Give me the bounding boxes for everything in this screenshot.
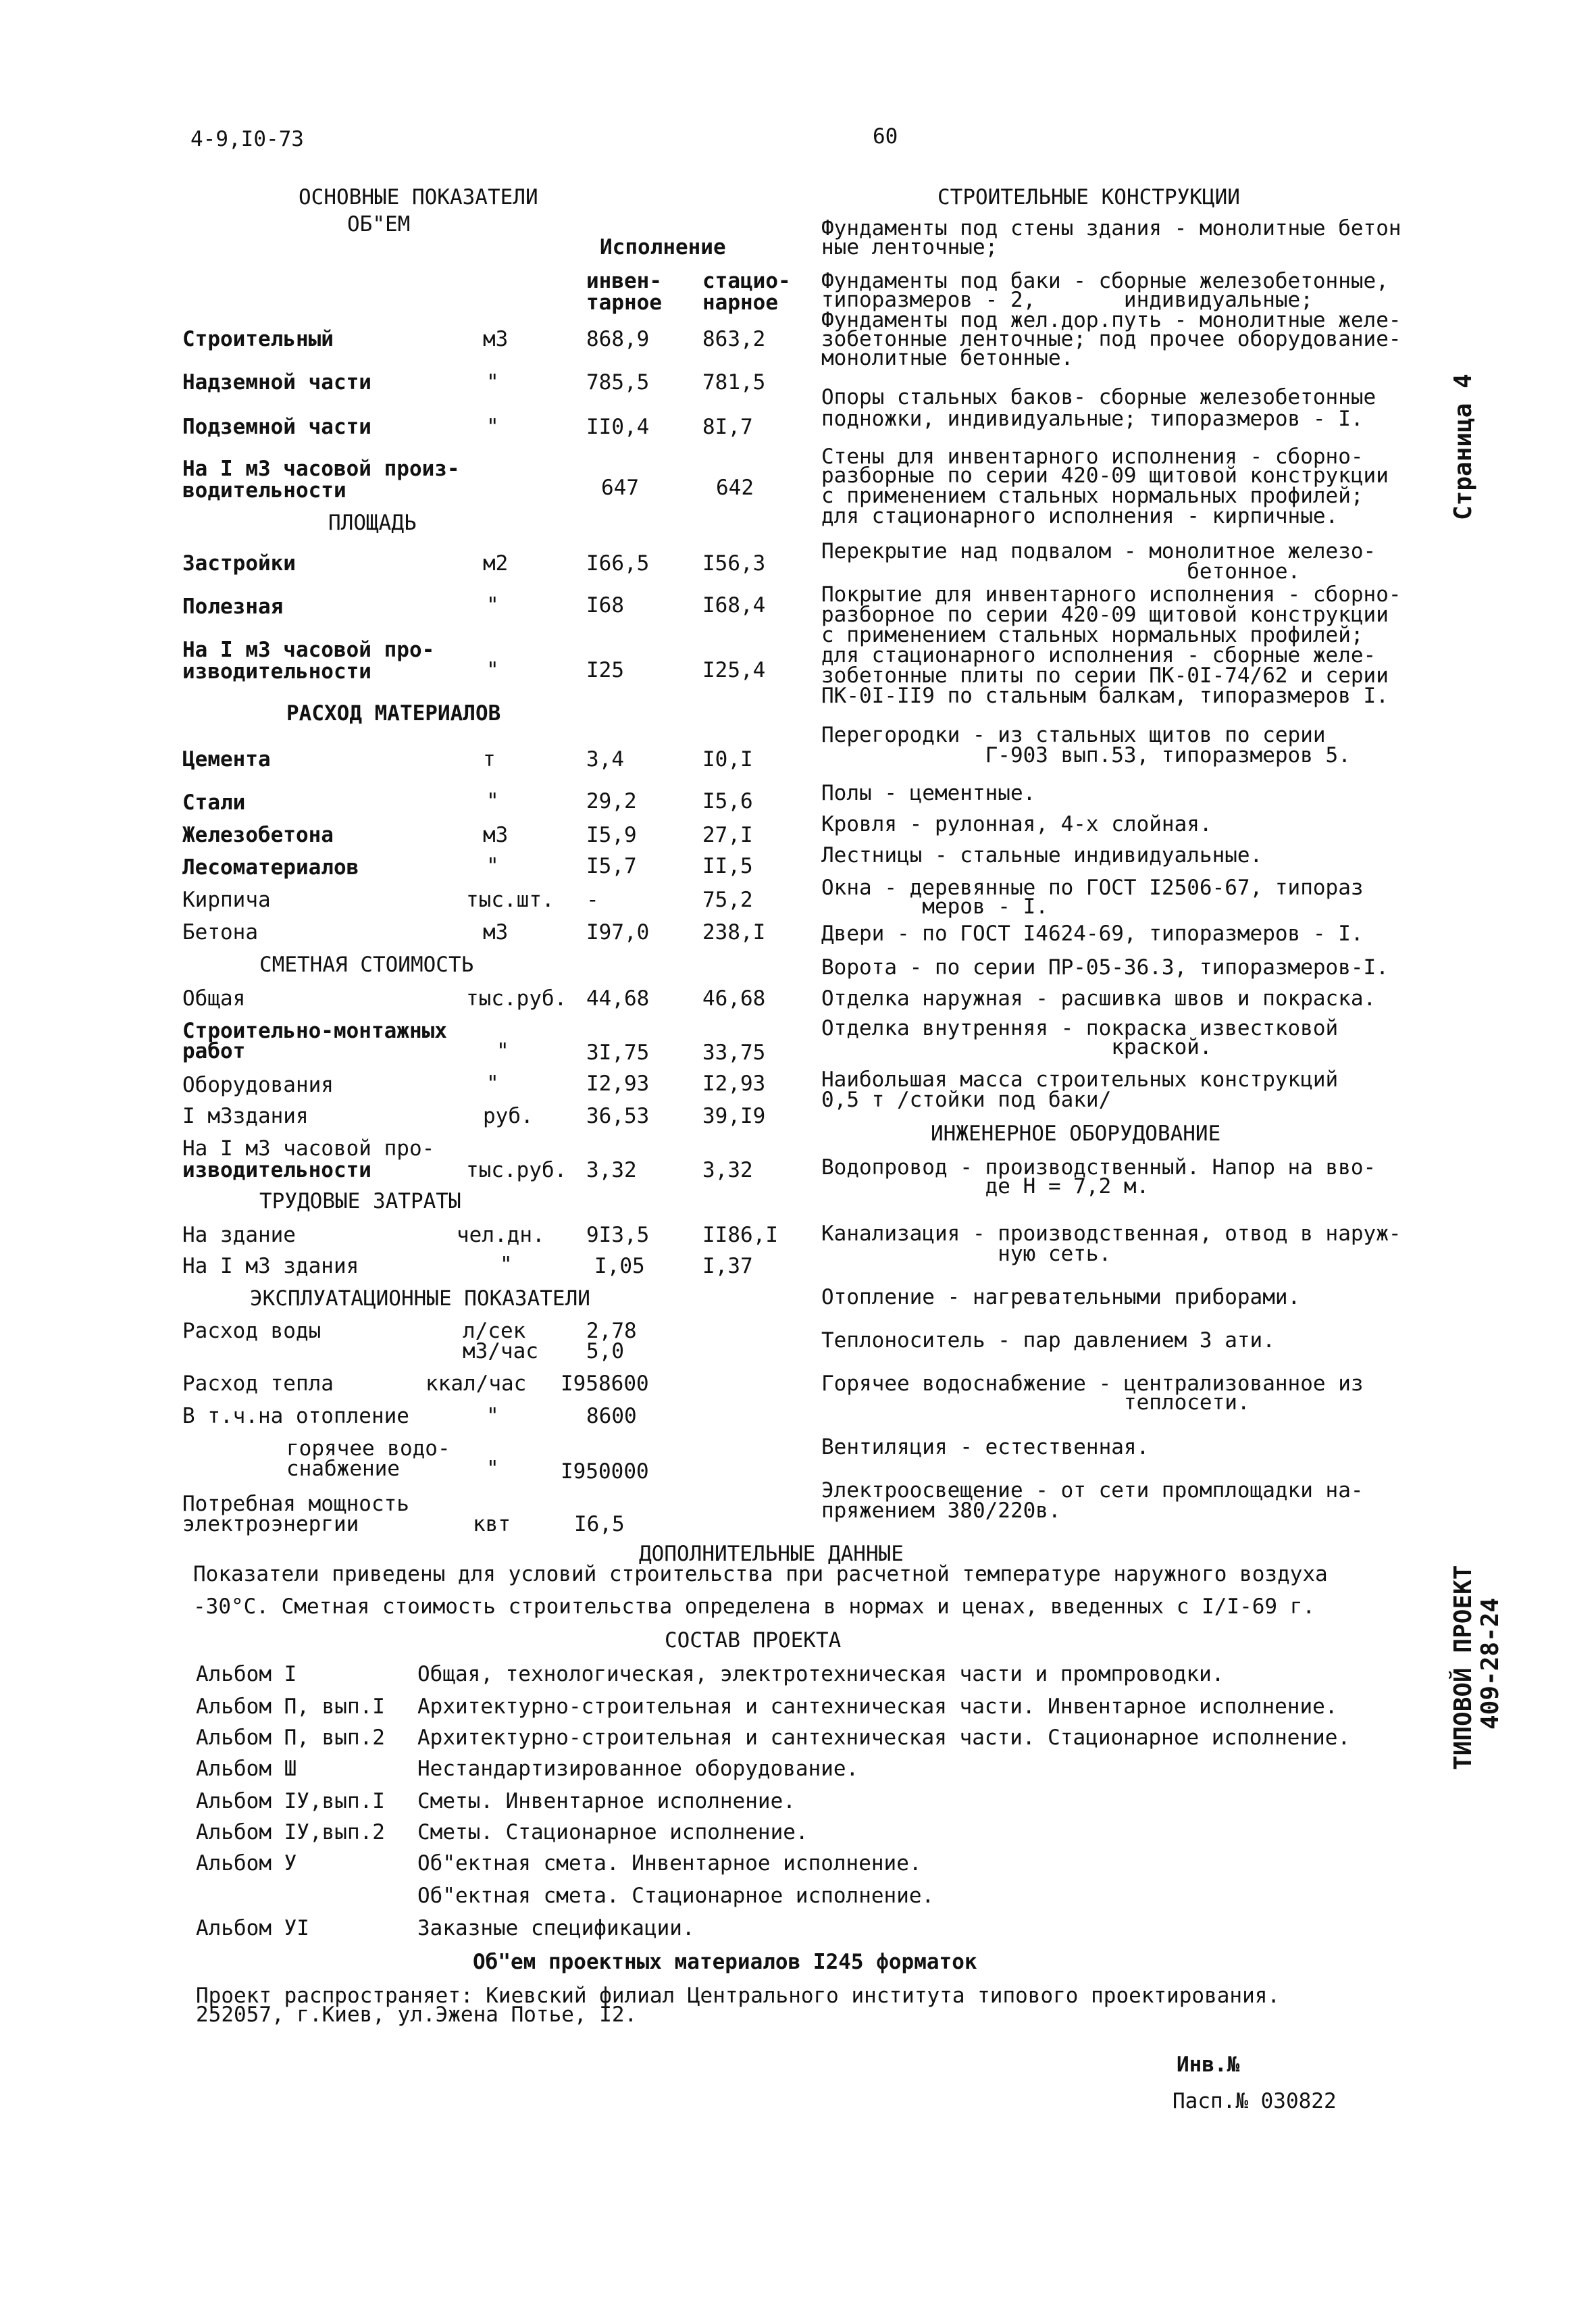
col-inventory-2: тарное: [586, 291, 662, 315]
main-indicators-title: ОСНОВНЫЕ ПОКАЗАТЕЛИ: [299, 185, 538, 209]
constructions-title: СТРОИТЕЛЬНЫЕ КОНСТРУКЦИИ: [937, 185, 1240, 209]
album-description: Сметы. Инвентарное исполнение.: [417, 1789, 796, 1813]
row-label: Бетона: [182, 920, 258, 945]
text-line: Окна - деревянные по ГОСТ I2506-67, типораз: [821, 876, 1364, 900]
row-unit: ": [496, 1039, 509, 1063]
album-label: Альбом УI: [196, 1916, 309, 1940]
row-unit: м2: [483, 551, 509, 576]
text-line: Ворота - по серии ПР-05-36.3, типоразмеров-I.: [821, 955, 1389, 980]
area-title: ПЛОЩАДЬ: [328, 511, 417, 535]
row-label: электроэнергии: [182, 1512, 359, 1536]
row-unit: ": [486, 789, 499, 813]
row-label: Надземной части: [182, 370, 371, 395]
text-line: для стационарного исполнения - кирпичные.: [821, 504, 1339, 528]
row-value-stationary: I0,I: [702, 747, 753, 772]
text-line: Полы - цементные.: [821, 781, 1036, 805]
text-line: 0,5 т /стойки под баки/: [821, 1088, 1112, 1112]
row-label: Подземной части: [182, 415, 371, 439]
row-value-stationary: I2,93: [702, 1072, 766, 1096]
row-value-inventory: 3,32: [586, 1158, 637, 1182]
row-value-inventory: 3,4: [586, 747, 624, 772]
row-unit: м3: [483, 327, 509, 351]
text-line: Г-903 вып.53, типоразмеров 5.: [821, 743, 1351, 768]
composition-title: СОСТАВ ПРОЕКТА: [665, 1628, 842, 1653]
row-value-inventory: 36,53: [586, 1104, 650, 1128]
row-value-stationary: I68,4: [702, 593, 766, 618]
text-line: зобетонные ленточные; под прочее оборудование-: [821, 327, 1401, 351]
row-value-stationary: 8I,7: [702, 415, 753, 439]
row-value-inventory: 3I,75: [586, 1040, 650, 1065]
album-label: Альбом П, вып.I: [196, 1694, 385, 1719]
text-line: монолитные бетонные.: [821, 346, 1074, 370]
side-project-line1: ТИПОВОЙ ПРОЕКТ: [1449, 1565, 1477, 1770]
row-label: Оборудования: [182, 1073, 334, 1097]
row-label: изводительности: [182, 659, 371, 684]
row-value-stationary: II,5: [702, 854, 753, 878]
row-value-inventory: 647: [601, 476, 639, 500]
text-line: Наибольшая масса строительных конструкций: [821, 1067, 1339, 1092]
row-value-inventory: I68: [586, 593, 624, 618]
cost-title: СМЕТНАЯ СТОИМОСТЬ: [259, 953, 474, 977]
row-unit: т: [483, 747, 496, 772]
row-value-stationary: I25,4: [702, 658, 766, 682]
row-label: I м3здания: [182, 1104, 309, 1128]
row-label: изводительности: [182, 1158, 371, 1182]
row-value: 5,0: [586, 1339, 624, 1363]
row-value-inventory: 29,2: [586, 789, 637, 813]
row-value-inventory: 9I3,5: [586, 1223, 650, 1247]
text-line: Перекрытие над подвалом - монолитное железо-: [821, 539, 1376, 563]
page-number: 60: [873, 124, 898, 149]
row-value-stationary: 781,5: [702, 370, 766, 395]
album-description: Общая, технологическая, электротехническая части и промпроводки.: [417, 1662, 1225, 1686]
row-value: 2,78: [586, 1319, 637, 1343]
row-label: работ: [182, 1039, 246, 1063]
text-line: бетонное.: [821, 559, 1301, 584]
row-unit: м3: [483, 920, 509, 945]
album-label: Альбом I: [196, 1662, 297, 1686]
row-unit: тыс.руб.: [466, 1158, 567, 1182]
row-value-stationary: 238,I: [702, 920, 766, 945]
row-value-stationary: I56,3: [702, 551, 766, 576]
text-line: подножки, индивидуальные; типоразмеров - I.: [821, 407, 1364, 431]
row-label: На I м3 часовой произ-: [182, 457, 460, 481]
row-unit: ": [500, 1253, 513, 1277]
text-line: разборные по серии 420-09 щитовой конструкции: [821, 463, 1389, 488]
row-value-inventory: 785,5: [586, 370, 650, 395]
row-unit: квт: [473, 1512, 511, 1536]
row-value-inventory: 868,9: [586, 327, 650, 351]
row-value-inventory: I5,9: [586, 823, 637, 847]
row-value-inventory: I66,5: [586, 551, 650, 576]
row-value-inventory: I2,93: [586, 1072, 650, 1096]
text-line: Электроосвещение - от сети промплощадки на-: [821, 1478, 1364, 1503]
col-stationary-1: стацио-: [702, 269, 791, 293]
text-line: Перегородки - из стальных щитов по серии: [821, 723, 1326, 747]
album-description: Архитектурно-строительная и сантехническая части. Инвентарное исполнение.: [417, 1694, 1338, 1719]
row-value-stationary: 33,75: [702, 1040, 766, 1065]
text-line: типоразмеров - 2, индивидуальные;: [821, 288, 1313, 312]
album-description: Заказные спецификации.: [417, 1916, 695, 1940]
row-unit: руб.: [483, 1104, 534, 1128]
row-unit: м3/час: [463, 1339, 538, 1363]
text-line: Теплоноситель - пар давлением 3 ати.: [821, 1328, 1275, 1353]
text-line: Покрытие для инвентарного исполнения - сборно-: [821, 582, 1401, 607]
row-label: Общая: [182, 986, 246, 1011]
row-label: Расход тепла: [182, 1372, 334, 1396]
row-value-stationary: I,37: [702, 1254, 753, 1278]
row-value-inventory: 44,68: [586, 986, 650, 1011]
row-label: Лесоматериалов: [182, 855, 359, 880]
text-line: меров - I.: [821, 895, 1048, 919]
text-line: Кровля - рулонная, 4-х слойная.: [821, 812, 1212, 836]
row-label: На здание: [182, 1223, 296, 1247]
text-line: Вентиляция - естественная.: [821, 1435, 1150, 1459]
row-unit: ": [486, 593, 499, 618]
row-value-inventory: I97,0: [586, 920, 650, 945]
row-label: Потребная мощность: [182, 1492, 409, 1516]
row-value-stationary: II86,I: [702, 1223, 778, 1247]
row-unit: тыс.шт.: [466, 888, 555, 912]
row-unit: ккал/час: [426, 1372, 527, 1396]
text-line: ную сеть.: [821, 1242, 1112, 1266]
row-label: Железобетона: [182, 823, 334, 847]
album-label: Альбом П, вып.2: [196, 1726, 385, 1750]
text-line: теплосети.: [821, 1390, 1250, 1415]
row-unit: ": [486, 854, 499, 878]
text-line: Отделка наружная - расшивка швов и покраска.: [821, 986, 1376, 1011]
row-value-stationary: I5,6: [702, 789, 753, 813]
album-label: Альбом IУ,вып.2: [196, 1820, 385, 1844]
side-page-note: Страница 4: [1449, 374, 1477, 520]
text-line: Отделка внутренняя - покраска известковой: [821, 1016, 1339, 1040]
row-label: Полезная: [182, 595, 284, 619]
passport-number: Пасп.№ 030822: [1173, 2089, 1337, 2113]
row-value: 8600: [586, 1404, 637, 1428]
row-value-stationary: 3,32: [702, 1158, 753, 1182]
row-value: I958600: [561, 1372, 649, 1396]
row-unit: ": [486, 370, 499, 395]
row-value: I950000: [561, 1459, 649, 1484]
album-description: Нестандартизированное оборудование.: [417, 1757, 859, 1781]
col-stationary-2: нарное: [702, 291, 778, 315]
side-project-line2: 409-28-24: [1476, 1597, 1504, 1730]
row-value-inventory: II0,4: [586, 415, 650, 439]
album-description: Об"ектная смета. Инвентарное исполнение.: [417, 1851, 922, 1876]
text-line: де Н = 7,2 м.: [821, 1174, 1150, 1199]
inventory-number: Инв.№: [1177, 2053, 1240, 2077]
row-label: Цемента: [182, 747, 271, 772]
row-unit: ": [486, 1072, 499, 1096]
text-line: с применением стальных нормальных профилей;: [821, 484, 1364, 508]
text-line: Фундаменты под стены здания - монолитные бетон: [821, 216, 1401, 241]
album-description: Сметы. Стационарное исполнение.: [417, 1820, 808, 1844]
album-label: Альбом У: [196, 1851, 297, 1876]
row-value-inventory: -: [586, 888, 599, 912]
row-value-inventory: I5,7: [586, 854, 637, 878]
album-description: Об"ектная смета. Стационарное исполнение.: [417, 1884, 935, 1908]
text-line: Опоры стальных баков- сборные железобетонные: [821, 385, 1376, 409]
labor-title: ТРУДОВЫЕ ЗАТРАТЫ: [259, 1189, 461, 1213]
text-line: Отопление - нагревательными приборами.: [821, 1285, 1301, 1309]
text-line: Двери - по ГОСТ I4624-69, типоразмеров - I.: [821, 922, 1364, 946]
text-line: Горячее водоснабжение - централизованное из: [821, 1372, 1364, 1396]
distributor-line: 252057, г.Киев, ул.Эжена Потье, I2.: [196, 2003, 638, 2027]
row-label: снабжение: [286, 1457, 400, 1481]
text-line: ные ленточные;: [821, 235, 998, 259]
row-label: Строительно-монтажных: [182, 1019, 447, 1043]
engineering-title: ИНЖЕНЕРНОЕ ОБОРУДОВАНИЕ: [931, 1122, 1221, 1146]
materials-title: РАСХОД МАТЕРИАЛОВ: [286, 701, 501, 726]
text-line: Водопровод - производственный. Напор на вво-: [821, 1155, 1376, 1180]
row-unit: тыс.руб.: [466, 986, 567, 1011]
row-value-stationary: 75,2: [702, 888, 753, 912]
row-value-stationary: 39,I9: [702, 1104, 766, 1128]
row-label: горячее водо-: [286, 1436, 451, 1461]
text-line: ПК-0I-II9 по стальным балкам, типоразмеров I.: [821, 684, 1389, 708]
row-unit: ": [486, 1404, 499, 1428]
operation-title: ЭКСПЛУАТАЦИОННЫЕ ПОКАЗАТЕЛИ: [250, 1286, 590, 1311]
distributor-line: Проект распространяет: Киевский филиал Центрального института типового проектирования.: [196, 1984, 1281, 2008]
album-description: Архитектурно-строительная и сантехническая части. Стационарное исполнение.: [417, 1726, 1351, 1750]
volume-title: ОБ"ЕМ: [347, 212, 411, 236]
row-value: I6,5: [574, 1512, 625, 1536]
row-label: В т.ч.на отопление: [182, 1404, 409, 1428]
row-value-stationary: 27,I: [702, 823, 753, 847]
row-unit: л/сек: [463, 1319, 526, 1343]
col-inventory-1: инвен-: [586, 269, 662, 293]
row-value-inventory: I,05: [594, 1254, 645, 1278]
extra-data-title: ДОПОЛНИТЕЛЬНЫЕ ДАННЫЕ: [639, 1542, 904, 1566]
row-unit: ": [486, 415, 499, 439]
text-line: разборное по серии 420-09 щитовой конструкции: [821, 603, 1389, 627]
text-line: для стационарного исполнения - сборные желе-: [821, 643, 1376, 668]
text-line: Фундаменты под баки - сборные железобетонные,: [821, 269, 1389, 293]
row-unit: м3: [483, 823, 509, 847]
execution-header: Исполнение: [600, 235, 726, 259]
row-label: Стали: [182, 790, 246, 815]
text-line: зобетонные плиты по серии ПК-0I-74/62 и серии: [821, 663, 1389, 688]
text-line: с применением стальных нормальных профилей;: [821, 623, 1364, 647]
row-unit: чел.дн.: [457, 1223, 545, 1247]
text-line: Фундаменты под жел.дор.путь - монолитные желе-: [821, 308, 1401, 332]
row-label: На I м3 часовой про-: [182, 638, 435, 662]
row-value-stationary: 863,2: [702, 327, 766, 351]
album-label: Альбом IУ,вып.I: [196, 1789, 385, 1813]
row-value-stationary: 46,68: [702, 986, 766, 1011]
row-unit: ": [486, 658, 499, 682]
row-label: Застройки: [182, 551, 296, 576]
project-volume-note: Об"ем проектных материалов I245 форматок: [473, 1950, 977, 1974]
row-label: Расход воды: [182, 1319, 321, 1343]
row-label: На I м3 часовой про-: [182, 1136, 435, 1161]
row-label: Строительный: [182, 327, 334, 351]
text-line: Стены для инвентарного исполнения - сборно-: [821, 445, 1364, 469]
document-code: 4-9,I0-73: [190, 127, 304, 151]
extra-line: Показатели приведены для условий строительства при расчетной температуре наружного воздуха: [193, 1562, 1328, 1586]
text-line: краской.: [821, 1035, 1212, 1059]
extra-line: -30°С. Сметная стоимость строительства определена в нормах и ценах, введенных с I/I-69 г.: [193, 1594, 1316, 1619]
row-value-stationary: 642: [716, 476, 754, 500]
row-label: водительности: [182, 478, 346, 503]
album-label: Альбом Ш: [196, 1757, 297, 1781]
row-label: Кирпича: [182, 888, 271, 912]
row-label: На I м3 здания: [182, 1254, 359, 1278]
row-unit: ": [486, 1457, 499, 1481]
text-line: Лестницы - стальные индивидуальные.: [821, 843, 1263, 867]
text-line: пряжением 380/220в.: [821, 1499, 1061, 1523]
row-value-inventory: I25: [586, 658, 624, 682]
text-line: Канализация - производственная, отвод в наруж-: [821, 1222, 1401, 1246]
